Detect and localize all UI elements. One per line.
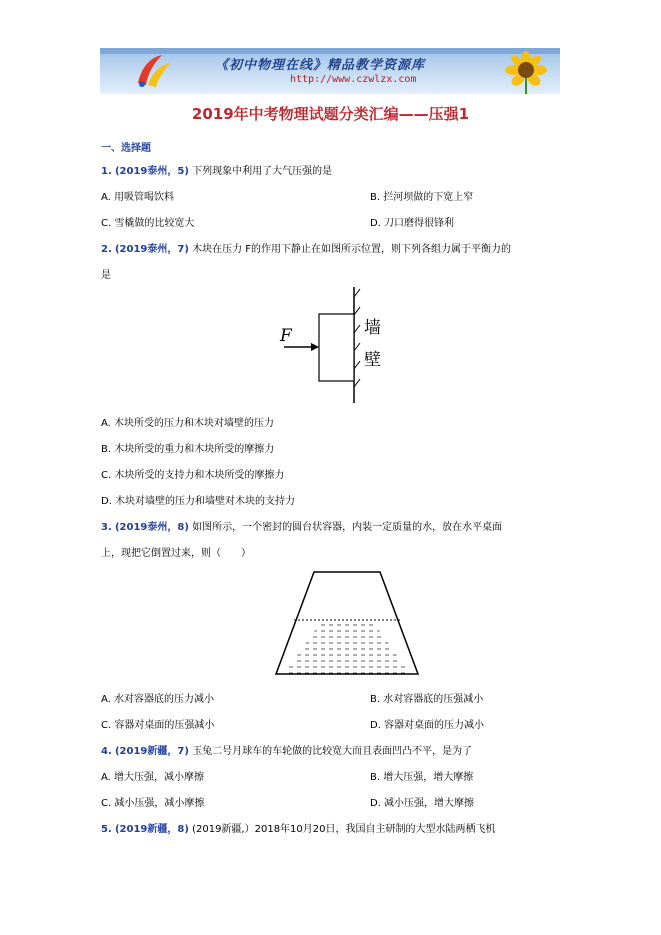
option-a: A. 水对容器底的压力减小 — [101, 694, 215, 705]
option-a: A. 增大压强，减小摩擦 — [101, 772, 205, 783]
option-a: A. 用吸管喝饮料 — [101, 192, 175, 203]
option-d: D. 刀口磨得很锋利 — [370, 218, 455, 229]
question-stem: 玉兔二号月球车的车轮做的比较宽大而且表面凹凸不平，是为了 — [192, 746, 473, 757]
option-c: C. 容器对桌面的压强减小 — [101, 720, 215, 731]
question-source: (2019泰州，5) — [114, 166, 189, 177]
option-d: D. 容器对桌面的压力减小 — [370, 720, 485, 731]
block-wall-figure — [270, 285, 400, 407]
banner-url[interactable]: http://www.czwlzx.com — [290, 74, 417, 85]
question-stem: 如图所示，一个密封的圆台状容器，内装一定质量的水，放在水平桌面 — [192, 522, 503, 533]
site-logo-icon — [132, 53, 172, 89]
banner-title: 《初中物理在线》精品教学资源库 — [215, 58, 426, 73]
option-c: C. 木块所受的支持力和木块所受的摩擦力 — [101, 470, 285, 481]
option-a: A. 木块所受的压力和木块对墙壁的压力 — [101, 418, 275, 429]
question-number: 3. — [101, 522, 112, 533]
page-title: 2019年中考物理试题分类汇编——压强1 — [191, 105, 470, 123]
question-1 — [101, 162, 332, 177]
question-3 — [101, 518, 502, 533]
frustum-container-figure — [272, 568, 422, 680]
question-source: (2019泰州，8) — [114, 522, 189, 533]
question-number: 4. — [101, 746, 112, 757]
question-5 — [101, 820, 496, 835]
question-2 — [101, 240, 511, 255]
question-stem-continued: 上，现把它倒置过来，则（ ） — [101, 548, 251, 559]
option-d: D. 减小压强，增大摩擦 — [370, 798, 475, 809]
wall-label-bottom: 壁 — [364, 350, 381, 370]
sunflower-icon — [486, 50, 556, 94]
option-c: C. 减小压强，减小摩擦 — [101, 798, 205, 809]
section-heading: 一、选择题 — [101, 143, 151, 154]
option-b: B. 水对容器底的压强减小 — [370, 694, 484, 705]
force-label: F — [280, 326, 292, 346]
question-4 — [101, 742, 472, 757]
wall-label-top: 墙 — [364, 318, 381, 338]
option-b: B. 木块所受的重力和木块所受的摩擦力 — [101, 444, 275, 455]
question-number: 2. — [101, 244, 112, 255]
question-stem: 下列现象中利用了大气压强的是 — [192, 166, 333, 177]
option-c: C. 雪橇做的比较宽大 — [101, 218, 195, 229]
option-b: B. 增大压强，增大摩擦 — [370, 772, 474, 783]
question-stem: (2019新疆,）2018年10月20日，我国自主研制的大型水陆两栖飞机 — [192, 824, 496, 835]
question-source: (2019新疆，7) — [114, 746, 189, 757]
question-number: 5. — [101, 824, 112, 835]
question-source: (2019泰州，7) — [114, 244, 189, 255]
question-stem-continued: 是 — [101, 270, 111, 281]
option-d: D. 木块对墙壁的压力和墙壁对木块的支持力 — [101, 496, 296, 507]
question-number: 1. — [101, 166, 112, 177]
question-stem: 木块在压力 F的作用下静止在如图所示位置，则下列各组力属于平衡力的 — [192, 244, 512, 255]
option-b: B. 拦河坝做的下宽上窄 — [370, 192, 474, 203]
header-banner — [100, 48, 560, 94]
question-source: (2019新疆，8) — [114, 824, 189, 835]
